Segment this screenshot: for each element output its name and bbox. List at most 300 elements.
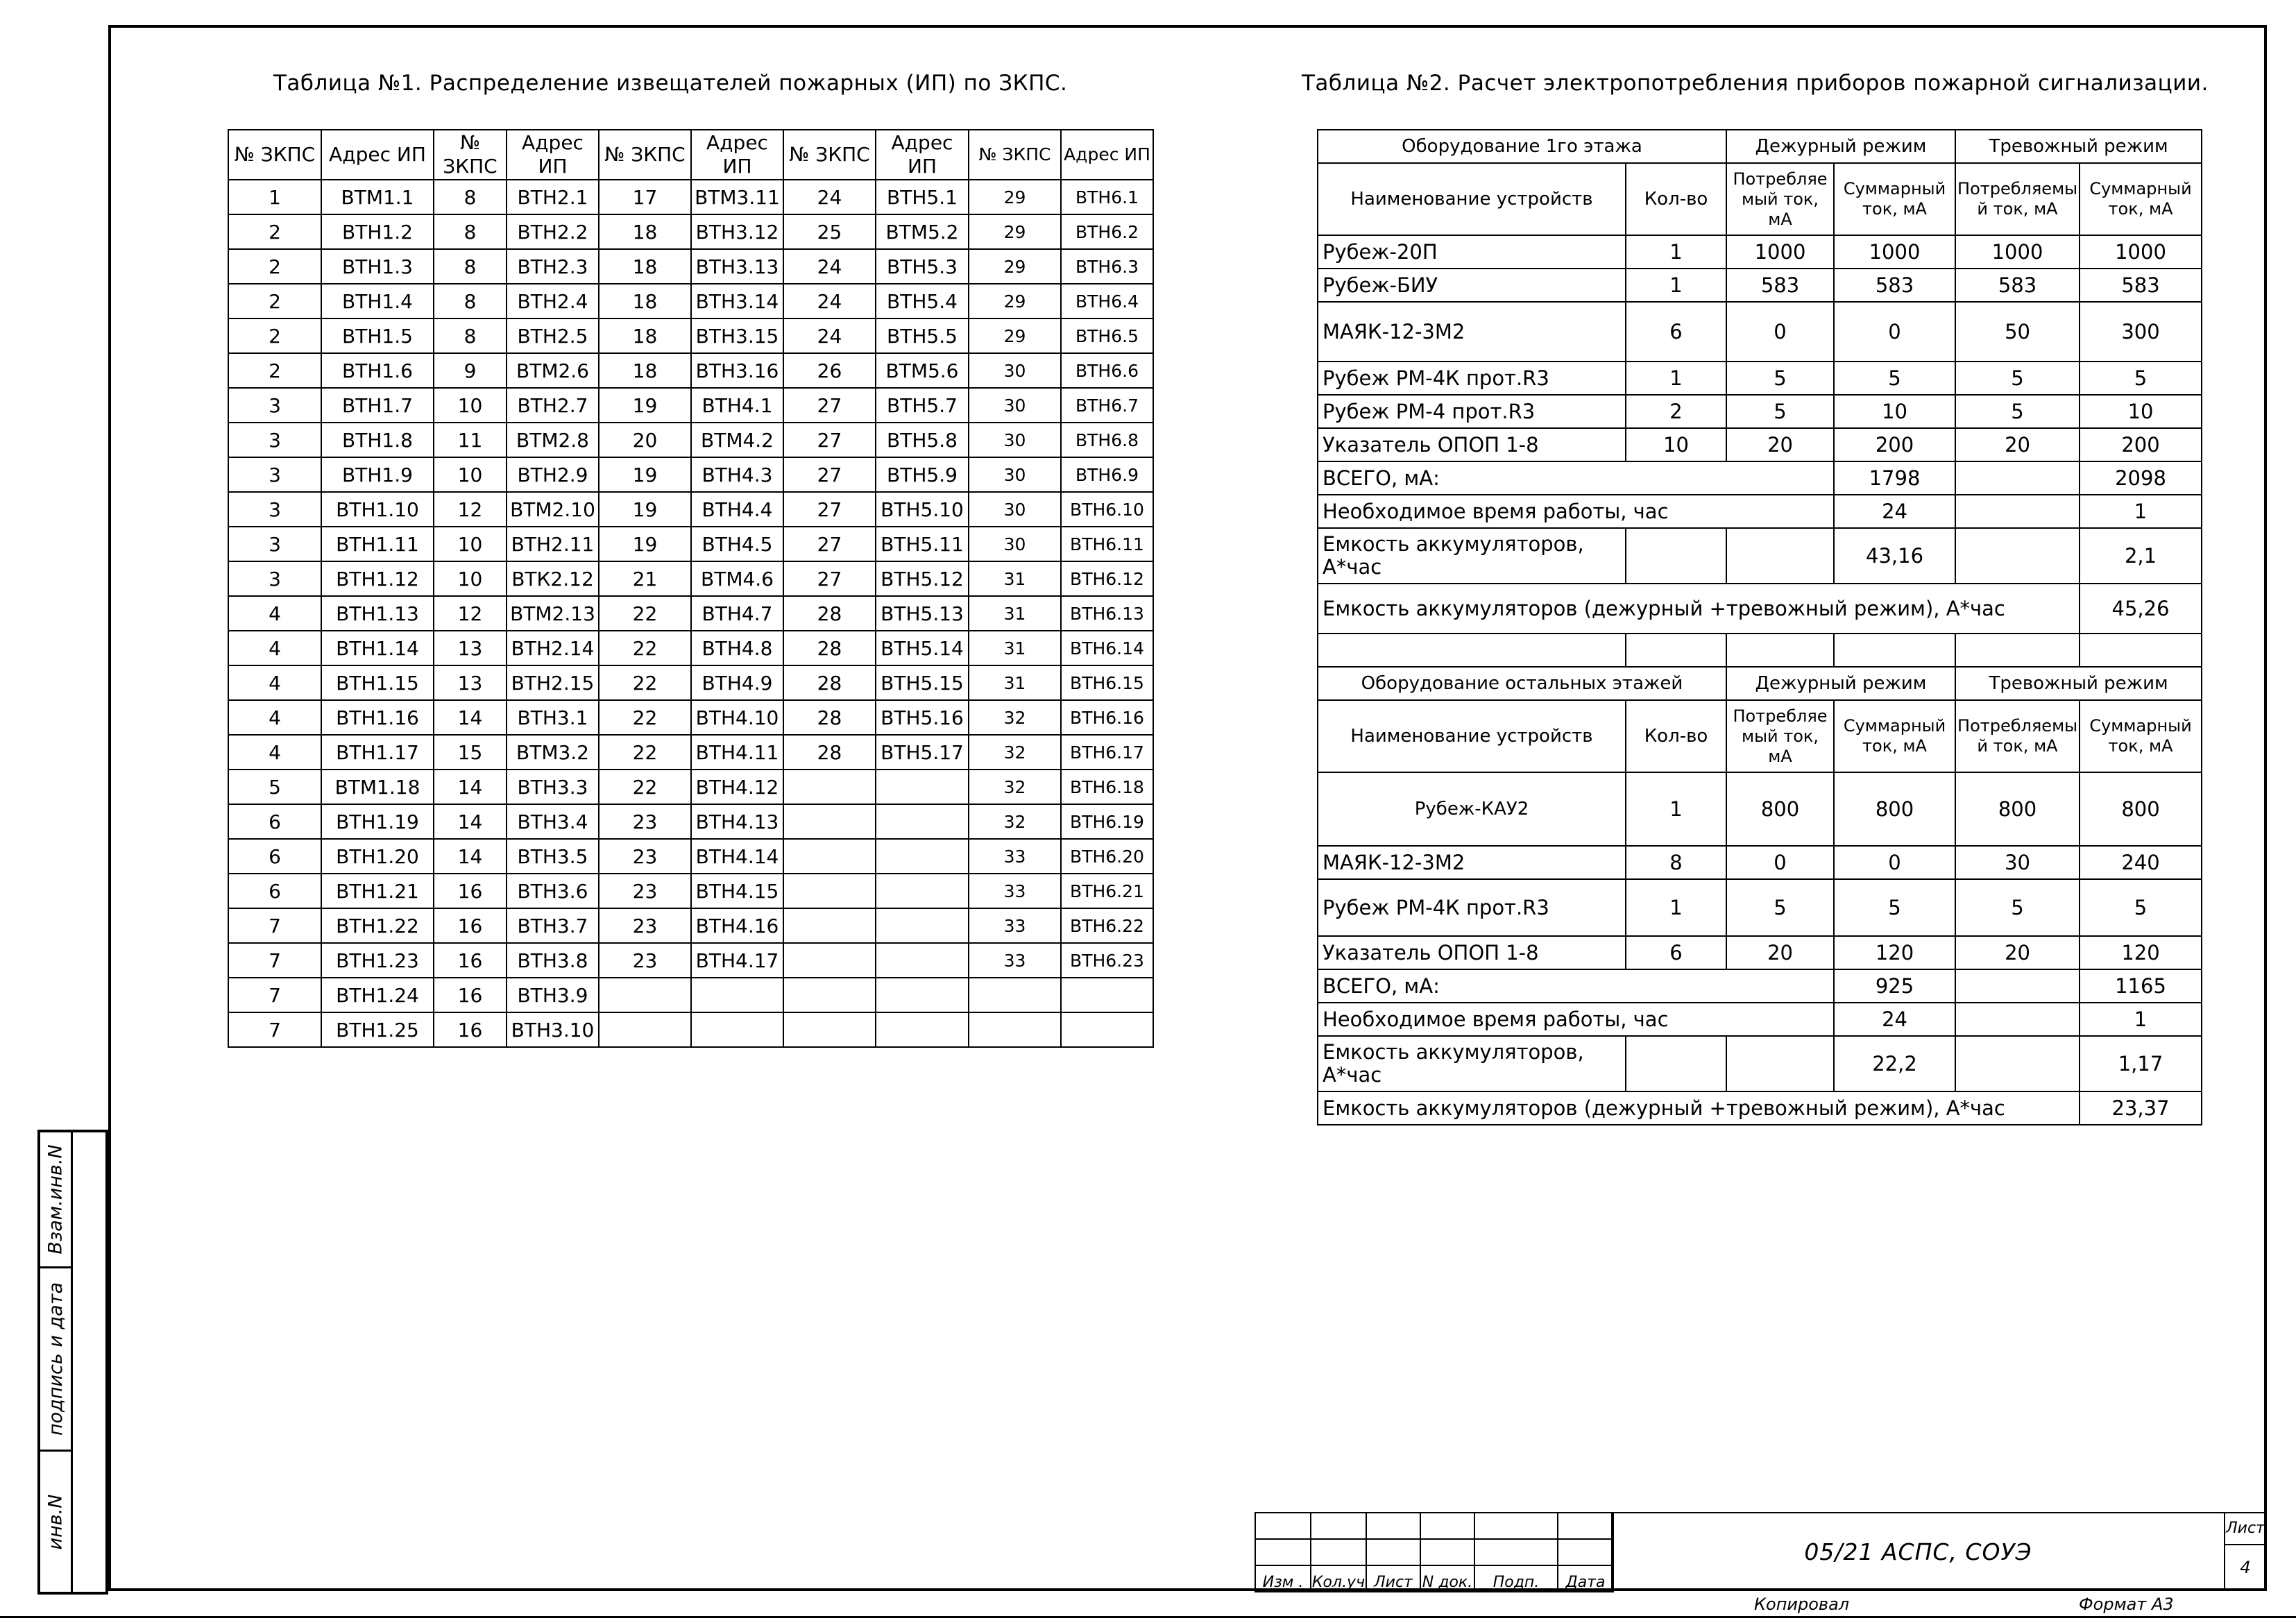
table1-cell: 23 — [599, 804, 691, 839]
table1-cell — [691, 978, 783, 1012]
rev-col-change: Изм . — [1255, 1565, 1311, 1592]
table2-device-row — [1318, 302, 2202, 362]
table1-cell: ВТН6.8 — [1061, 423, 1153, 457]
table2-spacer-row — [1318, 634, 2202, 667]
table2-combined-row — [1318, 1091, 2202, 1125]
table1-cell: 7 — [228, 908, 321, 943]
table1-cell: 29 — [969, 318, 1061, 353]
table2-device-row — [1318, 936, 2202, 969]
total-label: ВСЕГО, мА: — [1318, 461, 1834, 495]
device-value: 1000 — [1726, 235, 1834, 269]
table1-cell: 16 — [434, 908, 507, 943]
table2-device-row — [1318, 846, 2202, 879]
time-label: Необходимое время работы, час — [1318, 495, 1834, 528]
table1-cell: 16 — [434, 874, 507, 908]
table1-cell: ВТН3.1 — [507, 700, 599, 735]
table1-row — [228, 214, 1153, 249]
table1-cell: ВТН3.9 — [507, 978, 599, 1012]
table1-cell — [876, 978, 969, 1012]
device-value: 30 — [1955, 846, 2080, 879]
table1-row — [228, 353, 1153, 388]
col-alarm-total-header: Суммарный ток, мА — [2080, 700, 2202, 772]
section-equipment-label: Оборудование 1го этажа — [1318, 130, 1726, 163]
table1-cell: 6 — [228, 839, 321, 874]
table1-cell: 33 — [969, 839, 1061, 874]
table1-cell: ВТН4.7 — [691, 596, 783, 631]
table2-device-row — [1318, 395, 2202, 428]
table1-cell: 23 — [599, 943, 691, 978]
table1-cell: 2 — [228, 214, 321, 249]
table1-row — [228, 457, 1153, 492]
table1-cell: ВТН1.2 — [321, 214, 434, 249]
time-duty: 24 — [1834, 495, 1955, 528]
table1-cell: ВТН6.16 — [1061, 700, 1153, 735]
table1-cell: ВТН1.17 — [321, 735, 434, 770]
device-value: 5 — [1726, 362, 1834, 395]
table1-row — [228, 423, 1153, 457]
table1-cell: ВТМ1.1 — [321, 180, 434, 214]
device-value: 5 — [1834, 362, 1955, 395]
table1-row — [228, 700, 1153, 735]
table1-cell: 31 — [969, 561, 1061, 596]
table1-cell: ВТН1.9 — [321, 457, 434, 492]
table1-cell: 8 — [434, 249, 507, 284]
table1-cell: ВТН3.5 — [507, 839, 599, 874]
table1-header-cell: Адрес ИП — [1061, 130, 1153, 180]
table1-cell: 22 — [599, 596, 691, 631]
side-cell-inventory — [40, 1452, 71, 1592]
table1-cell: ВТН2.2 — [507, 214, 599, 249]
total-duty: 1798 — [1834, 461, 1955, 495]
device-value: 120 — [2080, 936, 2202, 969]
table1-cell: 29 — [969, 214, 1061, 249]
table1-cell: ВТН6.4 — [1061, 284, 1153, 318]
col-alarm-current-header: Потребляемы й ток, мА — [1955, 700, 2080, 772]
empty-cell — [1726, 528, 1834, 584]
table1-cell: ВТН4.9 — [691, 665, 783, 700]
device-name: Рубеж-КАУ2 — [1318, 772, 1626, 846]
table1-cell: 14 — [434, 839, 507, 874]
section-equipment-label: Оборудование остальных этажей — [1318, 667, 1726, 700]
table1-row — [228, 804, 1153, 839]
table1-cell: 4 — [228, 700, 321, 735]
table1-cell: 32 — [969, 700, 1061, 735]
table1-cell: 28 — [783, 665, 876, 700]
table1-cell: 17 — [599, 180, 691, 214]
table1-row — [228, 284, 1153, 318]
table1-cell: ВТН6.13 — [1061, 596, 1153, 631]
col-alarm-current-header: Потребляемы й ток, мА — [1955, 163, 2080, 235]
device-value: 583 — [1955, 269, 2080, 302]
table1-header-row — [228, 130, 1153, 180]
table1-cell: 24 — [783, 284, 876, 318]
side-strip — [37, 1130, 108, 1595]
table1-cell — [783, 874, 876, 908]
col-qty-header: Кол-во — [1626, 700, 1726, 772]
device-name: Рубеж РМ-4 прот.R3 — [1318, 395, 1626, 428]
table2-device-row — [1318, 269, 2202, 302]
table1-cell: 3 — [228, 423, 321, 457]
table2-total-row — [1318, 969, 2202, 1003]
table1-row — [228, 492, 1153, 527]
table1-row — [228, 527, 1153, 561]
table1-cell: ВТН2.5 — [507, 318, 599, 353]
table1-cell: 2 — [228, 249, 321, 284]
table1-cell: 19 — [599, 388, 691, 423]
table1-cell: 21 — [599, 561, 691, 596]
table1-cell: 2 — [228, 318, 321, 353]
table1-cell: ВТН5.15 — [876, 665, 969, 700]
device-value: 300 — [2080, 302, 2202, 362]
table1-cell: ВТН6.7 — [1061, 388, 1153, 423]
footer-copied: Копировал — [1754, 1595, 1850, 1614]
total-alarm: 1165 — [2080, 969, 2202, 1003]
time-alarm: 1 — [2080, 1003, 2202, 1036]
device-value: 10 — [2080, 395, 2202, 428]
table1-cell: 13 — [434, 631, 507, 665]
table1-cell: 16 — [434, 978, 507, 1012]
table1-cell: ВТН4.12 — [691, 770, 783, 804]
device-value: 5 — [2080, 362, 2202, 395]
table1-row — [228, 735, 1153, 770]
table1-header-cell: Адрес ИП — [321, 130, 434, 180]
table2-capacity-row — [1318, 1036, 2202, 1091]
table1-header-cell: Адрес ИП — [876, 130, 969, 180]
table1-cell: ВТН1.16 — [321, 700, 434, 735]
device-value: 20 — [1955, 936, 2080, 969]
table1-cell: 8 — [434, 214, 507, 249]
table1-cell: 8 — [434, 318, 507, 353]
table2-device-row — [1318, 428, 2202, 461]
table1-header-cell: № ЗКПС — [434, 130, 507, 180]
table1-row — [228, 908, 1153, 943]
table1-cell: ВТН6.21 — [1061, 874, 1153, 908]
table1-cell: ВТН1.13 — [321, 596, 434, 631]
table1-cell: 32 — [969, 804, 1061, 839]
table1-cell: 3 — [228, 388, 321, 423]
section-alarm-label: Тревожный режим — [1955, 130, 2202, 163]
table1-cell: ВТН1.8 — [321, 423, 434, 457]
table1-row — [228, 665, 1153, 700]
rev-col-doc: N док. — [1420, 1565, 1474, 1592]
table1-cell: 29 — [969, 284, 1061, 318]
device-value: 50 — [1955, 302, 2080, 362]
sheet-bottom-line — [0, 1616, 2296, 1618]
table1-cell: ВТМ4.6 — [691, 561, 783, 596]
table1-cell: 22 — [599, 700, 691, 735]
device-value: 0 — [1726, 302, 1834, 362]
table1-header-cell: Адрес ИП — [691, 130, 783, 180]
table1-cell: 12 — [434, 492, 507, 527]
table1-cell: 23 — [599, 839, 691, 874]
document-code: 05/21 АСПС, СОУЭ — [1611, 1512, 2225, 1591]
table1-cell: ВТН6.14 — [1061, 631, 1153, 665]
device-value: 6 — [1626, 936, 1726, 969]
table1-cell: ВТН6.1 — [1061, 180, 1153, 214]
device-value: 10 — [1626, 428, 1726, 461]
table2-column-header — [1318, 700, 2202, 772]
table1-cell: ВТН2.15 — [507, 665, 599, 700]
table1-header-cell: № ЗКПС — [599, 130, 691, 180]
table1-cell: ВТН5.8 — [876, 423, 969, 457]
table2-time-row — [1318, 1003, 2202, 1036]
table1-cell — [1061, 1012, 1153, 1047]
title-block — [1255, 1512, 2267, 1591]
device-value: 1 — [1626, 879, 1726, 936]
capacity-duty: 22,2 — [1834, 1036, 1955, 1091]
table1-cell: 18 — [599, 318, 691, 353]
table1-cell — [876, 908, 969, 943]
capacity-label: Емкость аккумуляторов, А*час — [1318, 528, 1626, 584]
sheet-box — [2224, 1512, 2267, 1591]
table1-cell: ВТН6.5 — [1061, 318, 1153, 353]
device-value: 1000 — [1955, 235, 2080, 269]
table1-cell: ВТН4.10 — [691, 700, 783, 735]
table1-cell: 10 — [434, 457, 507, 492]
table1-cell: 27 — [783, 388, 876, 423]
table1-cell: ВТН5.3 — [876, 249, 969, 284]
table1-cell: 31 — [969, 596, 1061, 631]
table1-cell: 24 — [783, 180, 876, 214]
table1-cell: 24 — [783, 318, 876, 353]
table1-cell: ВТН5.7 — [876, 388, 969, 423]
device-value: 5 — [1955, 362, 2080, 395]
table1-row — [228, 561, 1153, 596]
table2-title: Таблица №2. Расчет электропотребления приборов пожарной сигнализации. — [1302, 71, 2209, 96]
empty-cell — [1626, 634, 1726, 667]
device-value: 6 — [1626, 302, 1726, 362]
table1-cell — [783, 804, 876, 839]
table1-cell: 30 — [969, 353, 1061, 388]
table1-cell: 16 — [434, 1012, 507, 1047]
device-value: 1000 — [1834, 235, 1955, 269]
table1-row — [228, 943, 1153, 978]
table1-cell: ВТН6.15 — [1061, 665, 1153, 700]
table1-cell: ВТН5.12 — [876, 561, 969, 596]
device-value: 120 — [1834, 936, 1955, 969]
table1-cell: 12 — [434, 596, 507, 631]
table1-cell: ВТН1.14 — [321, 631, 434, 665]
table1-cell: 28 — [783, 596, 876, 631]
table1-cell: ВТН1.23 — [321, 943, 434, 978]
table1-row — [228, 318, 1153, 353]
footer-format: Формат А3 — [2079, 1595, 2174, 1614]
table1-cell: ВТН1.25 — [321, 1012, 434, 1047]
device-value: 20 — [1726, 936, 1834, 969]
table1-cell: 6 — [228, 874, 321, 908]
table1-cell — [1061, 978, 1153, 1012]
empty-cell — [1955, 461, 2080, 495]
table1-cell: ВТН6.10 — [1061, 492, 1153, 527]
table1-cell: ВТН3.12 — [691, 214, 783, 249]
table1-cell: 22 — [599, 770, 691, 804]
table1-cell: 2 — [228, 353, 321, 388]
table1-cell: 33 — [969, 943, 1061, 978]
table1-cell — [876, 943, 969, 978]
table1-cell: 3 — [228, 492, 321, 527]
device-value: 2 — [1626, 395, 1726, 428]
section-alarm-label: Тревожный режим — [1955, 667, 2202, 700]
empty-cell — [1955, 969, 2080, 1003]
table2-combined-row — [1318, 584, 2202, 634]
table1-cell: 7 — [228, 978, 321, 1012]
empty-cell — [2080, 634, 2202, 667]
col-duty-total-header: Суммарный ток, мА — [1834, 700, 1955, 772]
table1-cell: 22 — [599, 665, 691, 700]
time-alarm: 1 — [2080, 495, 2202, 528]
table1-cell: ВТН1.21 — [321, 874, 434, 908]
table2-total-row — [1318, 461, 2202, 495]
table1-cell: ВТН1.19 — [321, 804, 434, 839]
combined-capacity-label: Емкость аккумуляторов (дежурный +тревожный режим), А*час — [1318, 1091, 2080, 1125]
table1-cell: ВТН1.3 — [321, 249, 434, 284]
total-duty: 925 — [1834, 969, 1955, 1003]
capacity-alarm: 1,17 — [2080, 1036, 2202, 1091]
table1-cell: ВТН4.3 — [691, 457, 783, 492]
table1-cell: ВТН2.11 — [507, 527, 599, 561]
table1-cell: ВТН1.12 — [321, 561, 434, 596]
side-label-signature-date: подпись и дата — [44, 1282, 67, 1436]
device-name: МАЯК-12-3М2 — [1318, 302, 1626, 362]
table1-cell: 8 — [434, 180, 507, 214]
table1-cell: ВТМ2.13 — [507, 596, 599, 631]
table1-cell: ВТН5.9 — [876, 457, 969, 492]
empty-cell — [1626, 528, 1726, 584]
table1-cell: 19 — [599, 457, 691, 492]
table1-cell: 18 — [599, 249, 691, 284]
table1-cell: ВТН6.20 — [1061, 839, 1153, 874]
table1-cell: ВТН5.11 — [876, 527, 969, 561]
table1-cell: ВТН4.4 — [691, 492, 783, 527]
table1-cell: 19 — [599, 492, 691, 527]
table1-cell: ВТН6.12 — [1061, 561, 1153, 596]
table1-cell: ВТМ3.11 — [691, 180, 783, 214]
device-name: Указатель ОПОП 1-8 — [1318, 936, 1626, 969]
empty-cell — [1955, 634, 2080, 667]
table1-cell: 10 — [434, 527, 507, 561]
table1-cell: ВТН4.11 — [691, 735, 783, 770]
table1-cell: ВТН3.7 — [507, 908, 599, 943]
rev-col-sheet: Лист — [1366, 1565, 1420, 1592]
table1-cell: 16 — [434, 943, 507, 978]
device-value: 583 — [1834, 269, 1955, 302]
table1-cell: 8 — [434, 284, 507, 318]
table1-cell: 30 — [969, 423, 1061, 457]
table2-section-header — [1318, 667, 2202, 700]
device-value: 0 — [1834, 846, 1955, 879]
table1-cell: 33 — [969, 908, 1061, 943]
side-cell-replace — [40, 1132, 71, 1268]
device-value: 200 — [2080, 428, 2202, 461]
table1-cell: 27 — [783, 457, 876, 492]
device-value: 0 — [1834, 302, 1955, 362]
table1-cell: ВТН6.19 — [1061, 804, 1153, 839]
table1-cell: 3 — [228, 457, 321, 492]
table1-cell: 28 — [783, 631, 876, 665]
table1-cell: ВТН5.16 — [876, 700, 969, 735]
table1-title: Таблица №1. Распределение извещателей пожарных (ИП) по ЗКПС. — [273, 71, 1068, 96]
time-duty: 24 — [1834, 1003, 1955, 1036]
table1-cell: ВТМ3.2 — [507, 735, 599, 770]
table1-cell: 23 — [599, 908, 691, 943]
table1-row — [228, 1012, 1153, 1047]
device-value: 5 — [1834, 879, 1955, 936]
table1-cell: ВТН3.14 — [691, 284, 783, 318]
table1-cell: 33 — [969, 874, 1061, 908]
table1-cell: ВТН3.6 — [507, 874, 599, 908]
table1-cell — [876, 1012, 969, 1047]
table1-cell: 30 — [969, 492, 1061, 527]
table1-cell: 23 — [599, 874, 691, 908]
table1-cell: 18 — [599, 214, 691, 249]
sheet-label: Лист — [2225, 1513, 2265, 1545]
table1-cell: ВТН2.9 — [507, 457, 599, 492]
col-duty-total-header: Суммарный ток, мА — [1834, 163, 1955, 235]
table1-cell: ВТН3.13 — [691, 249, 783, 284]
table1-row — [228, 388, 1153, 423]
device-value: 800 — [2080, 772, 2202, 846]
table1-cell: ВТН6.23 — [1061, 943, 1153, 978]
table1-cell: 11 — [434, 423, 507, 457]
table1-cell: ВТМ2.8 — [507, 423, 599, 457]
table1-cell: ВТН1.5 — [321, 318, 434, 353]
table1-cell — [876, 804, 969, 839]
device-value: 1000 — [2080, 235, 2202, 269]
combined-capacity-value: 23,37 — [2080, 1091, 2202, 1125]
table1-cell: 18 — [599, 353, 691, 388]
table1-cell: ВТН4.17 — [691, 943, 783, 978]
table1-cell — [783, 908, 876, 943]
table1-cell: ВТН1.24 — [321, 978, 434, 1012]
table1-cell: ВТН2.1 — [507, 180, 599, 214]
table1-cell: ВТН2.7 — [507, 388, 599, 423]
device-name: Рубеж РМ-4К прот.R3 — [1318, 879, 1626, 936]
table1-cell: ВТН3.16 — [691, 353, 783, 388]
table1-cell: 26 — [783, 353, 876, 388]
table1-cell: 27 — [783, 423, 876, 457]
table1-cell — [876, 770, 969, 804]
table1-cell: 25 — [783, 214, 876, 249]
device-value: 8 — [1626, 846, 1726, 879]
table1-cell: ВТН1.22 — [321, 908, 434, 943]
table1-cell — [969, 1012, 1061, 1047]
device-value: 0 — [1726, 846, 1834, 879]
table1-cell: ВТН4.15 — [691, 874, 783, 908]
table1-cell: 24 — [783, 249, 876, 284]
rev-col-sign: Подп. — [1474, 1565, 1558, 1592]
table1-cell: ВТН3.8 — [507, 943, 599, 978]
table1-cell: ВТН4.5 — [691, 527, 783, 561]
table1-cell: ВТН5.5 — [876, 318, 969, 353]
table1-cell: ВТН6.9 — [1061, 457, 1153, 492]
col-name-header: Наименование устройств — [1318, 163, 1626, 235]
device-value: 1 — [1626, 362, 1726, 395]
table1-cell — [969, 978, 1061, 1012]
section-duty-label: Дежурный режим — [1726, 667, 1955, 700]
table1-cell: ВТН1.4 — [321, 284, 434, 318]
table1-cell: 28 — [783, 700, 876, 735]
revision-table — [1255, 1512, 1614, 1592]
table1-cell: 29 — [969, 249, 1061, 284]
table1-cell: ВТН4.8 — [691, 631, 783, 665]
table1-cell: 14 — [434, 770, 507, 804]
table1-cell — [783, 943, 876, 978]
table1-cell: ВТМ5.2 — [876, 214, 969, 249]
table1-cell: ВТН3.15 — [691, 318, 783, 353]
empty-cell — [1955, 1036, 2080, 1091]
device-name: Рубеж-БИУ — [1318, 269, 1626, 302]
section-duty-label: Дежурный режим — [1726, 130, 1955, 163]
